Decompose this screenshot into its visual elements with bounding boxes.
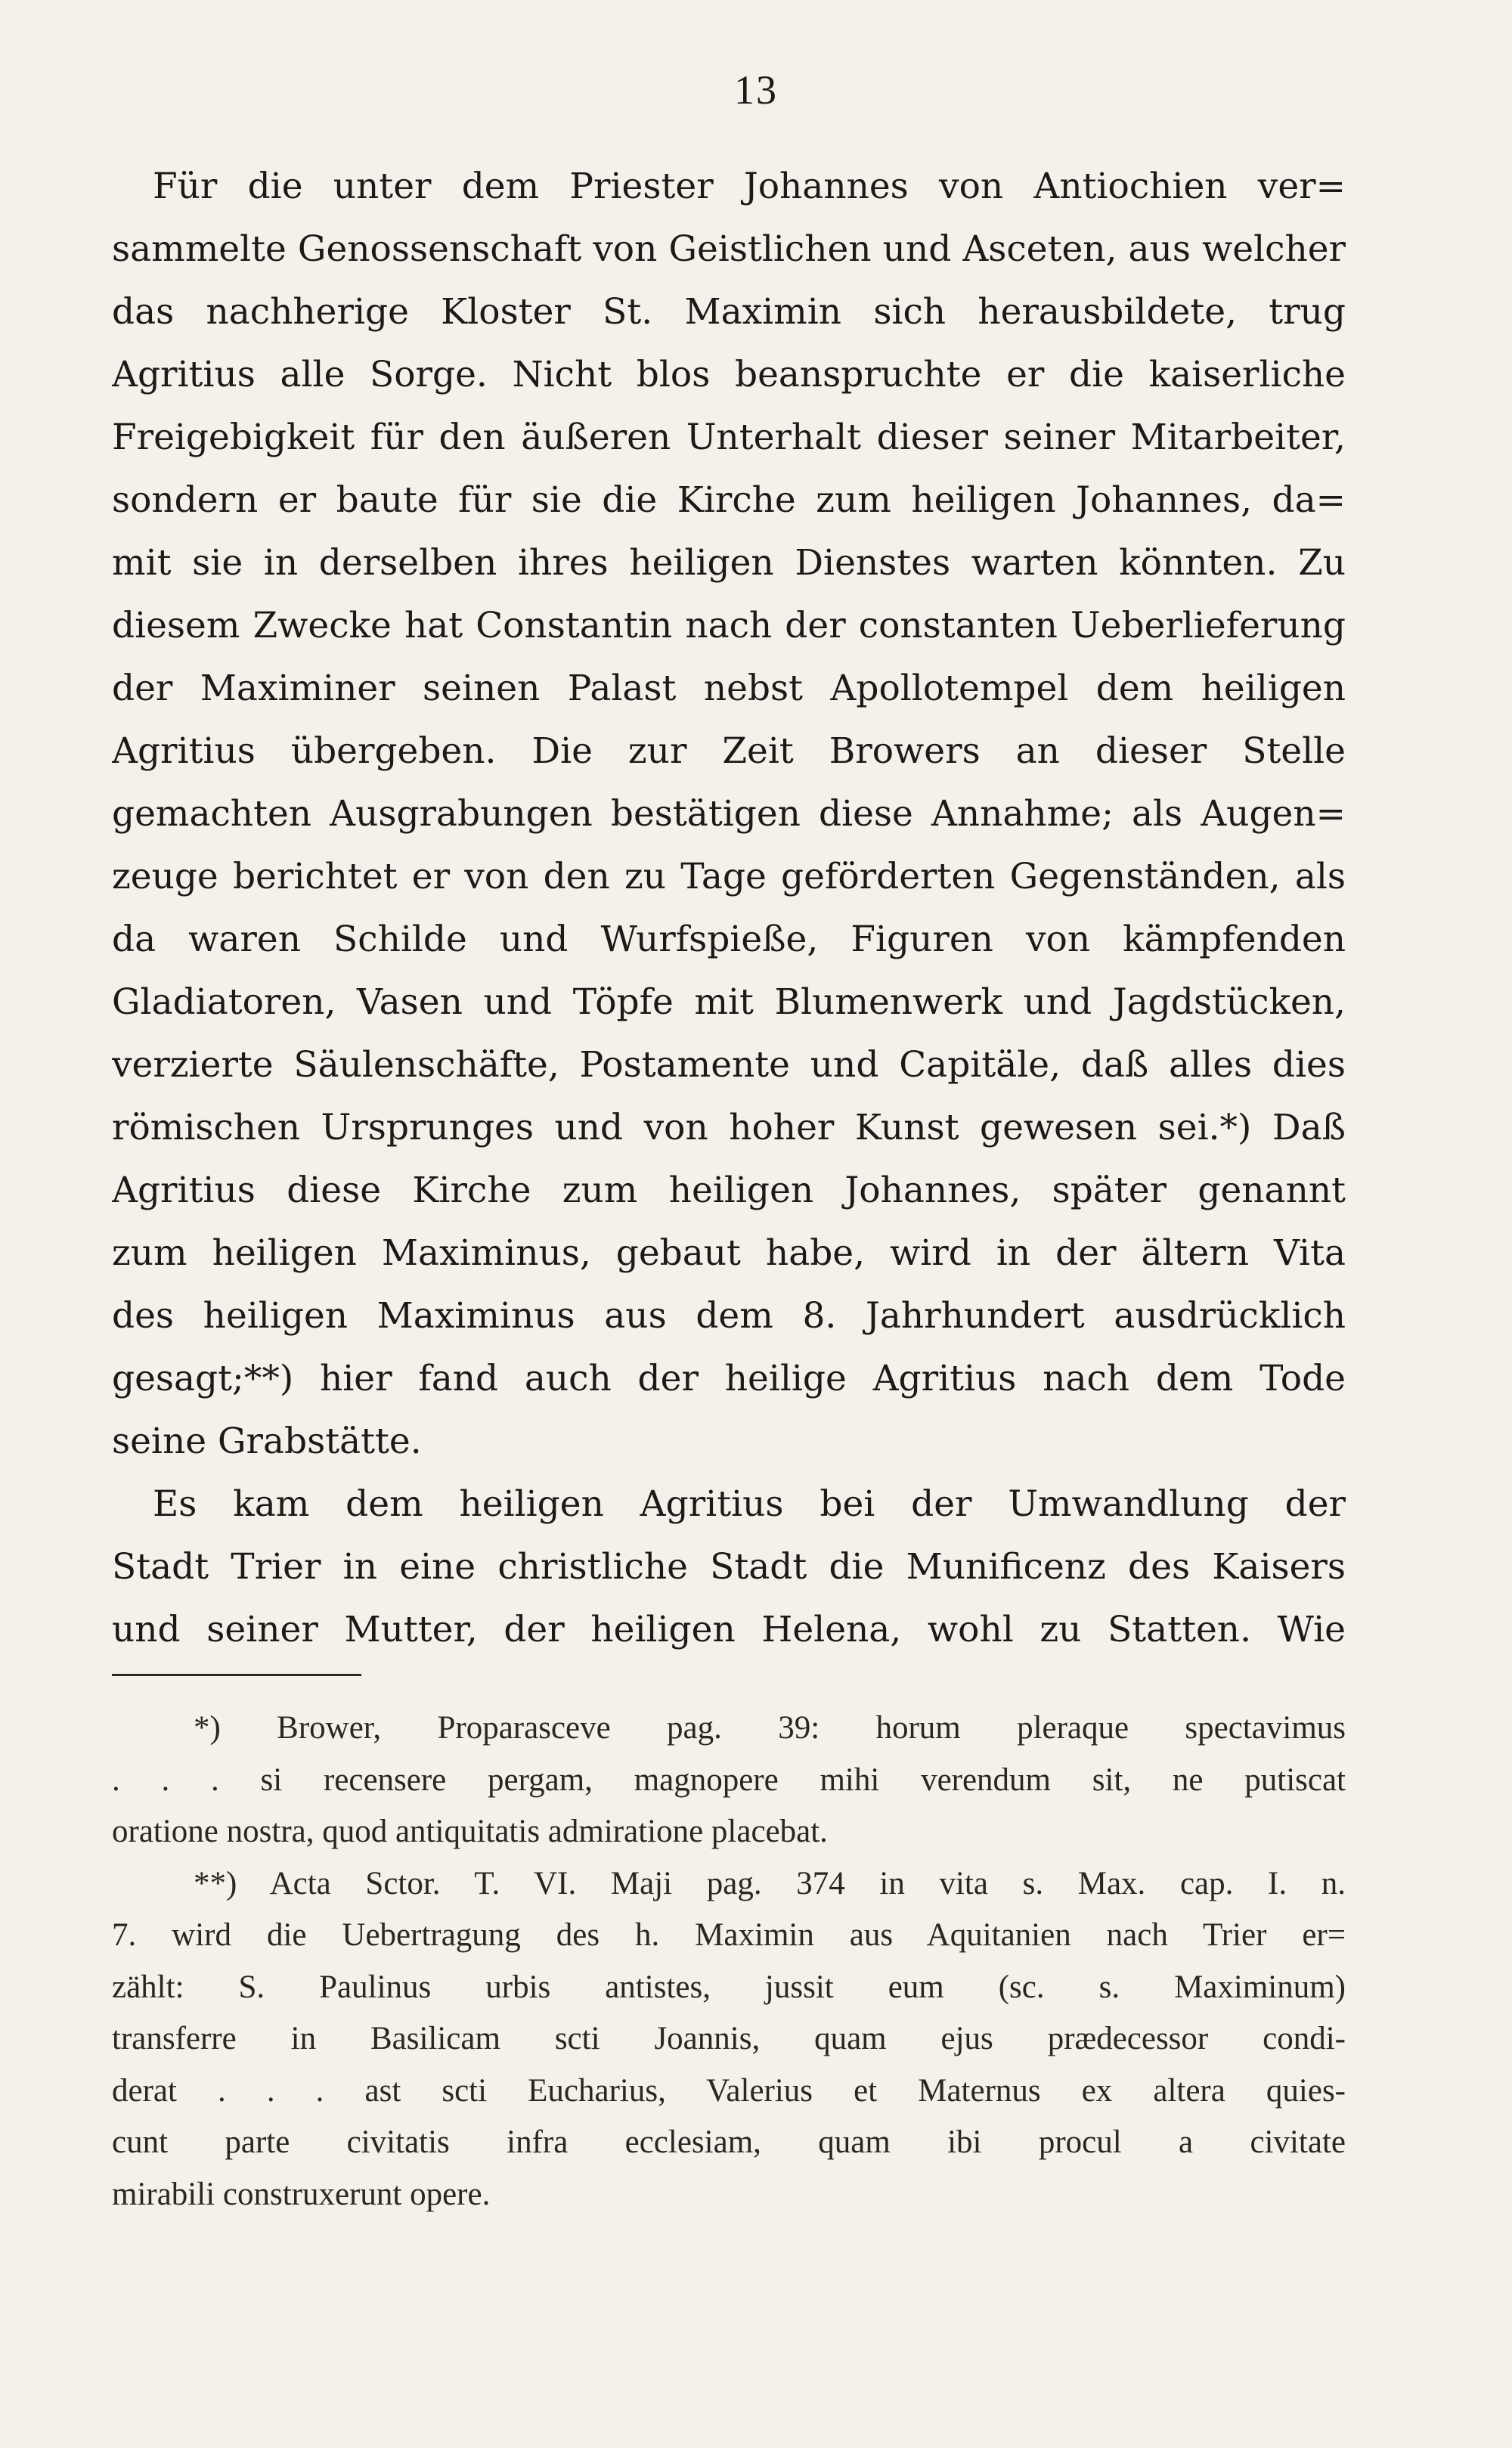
text-line: diesem Zwecke hat Constantin nach der constanten Ueberlieferung [112, 605, 1346, 646]
footnote-line: . . . si recensere pergam, magnopere mihi verendum sit, ne putiscat [112, 1762, 1346, 1798]
footnote-line: transferre in Basilicam scti Joannis, quam ejus prædecessor condi- [112, 2021, 1346, 2056]
text-line: der Maximiner seinen Palast nebst Apollotempel dem heiligen [112, 668, 1346, 709]
text-line: Freigebigkeit für den äußeren Unterhalt dieser seiner Mitarbeiter, [112, 417, 1346, 458]
text-line: verzierte Säulenschäfte, Postamente und Capitäle, daß alles dies [112, 1044, 1346, 1086]
text-line: Für die unter dem Priester Johannes von Antiochien ver= [153, 166, 1346, 207]
page-number: 13 [734, 67, 778, 113]
text-line: seine Grabstätte. [112, 1421, 422, 1462]
text-line: gesagt;**) hier fand auch der heilige Agritius nach dem Tode [112, 1358, 1346, 1399]
text-line: sammelte Genossenschaft von Geistlichen und Asceten, aus welcher [112, 228, 1346, 270]
text-line: da waren Schilde und Wurfspieße, Figuren von kämpfenden [112, 919, 1346, 960]
footnotes [112, 1703, 1346, 2220]
text-line: zum heiligen Maximinus, gebaut habe, wird in der ältern Vita [112, 1232, 1346, 1274]
footnote-line: 7. wird die Uebertragung des h. Maximin aus Aquitanien nach Trier er= [112, 1917, 1346, 1953]
footnote-divider [112, 1674, 361, 1676]
footnote-line: oratione nostra, quod antiquitatis admiratione placebat. [112, 1814, 828, 1849]
footnote-line: **) Acta Sctor. T. VI. Maji pag. 374 in vita s. Max. cap. I. n. [194, 1865, 1346, 1901]
footnote-line: derat . . . ast scti Eucharius, Valerius et Maternus ex altera quies- [112, 2072, 1346, 2109]
text-line: zeuge berichtet er von den zu Tage geförderten Gegenständen, als [112, 856, 1346, 897]
text-line: und seiner Mutter, der heiligen Helena, wohl zu Statten. Wie [112, 1609, 1346, 1650]
main-text [112, 155, 1346, 1661]
text-line: das nachherige Kloster St. Maximin sich herausbildete, trug [112, 291, 1346, 333]
footnote-line: cunt parte civitatis infra ecclesiam, quam ibi procul a civitate [112, 2124, 1346, 2160]
text-line: Agritius diese Kirche zum heiligen Johannes, später genannt [112, 1170, 1346, 1211]
footnote-line: mirabili construxerunt opere. [112, 2176, 491, 2212]
text-line: Agritius alle Sorge. Nicht blos beanspruchte er die kaiserliche [112, 354, 1346, 395]
text-line: des heiligen Maximinus aus dem 8. Jahrhundert ausdrücklich [112, 1295, 1346, 1337]
text-line: römischen Ursprunges und von hoher Kunst gewesen sei.*) Daß [112, 1107, 1346, 1148]
text-line: Es kam dem heiligen Agritius bei der Umwandlung der [153, 1483, 1346, 1525]
text-line: Agritius übergeben. Die zur Zeit Browers an dieser Stelle [112, 730, 1346, 772]
footnote-line: zählt: S. Paulinus urbis antistes, jussit eum (sc. s. Maximinum) [112, 1969, 1346, 2005]
text-line: Stadt Trier in eine christliche Stadt die Munificenz des Kaisers [112, 1546, 1346, 1588]
text-line: sondern er baute für sie die Kirche zum heiligen Johannes, da= [112, 479, 1346, 521]
text-line: Gladiatoren, Vasen und Töpfe mit Blumenwerk und Jagdstücken, [112, 981, 1346, 1023]
text-line: mit sie in derselben ihres heiligen Dienstes warten könnten. Zu [112, 542, 1346, 584]
footnote-line: *) Brower, Proparasceve pag. 39: horum pleraque spectavimus [194, 1710, 1346, 1746]
text-line: gemachten Ausgrabungen bestätigen diese Annahme; als Augen= [112, 793, 1346, 835]
